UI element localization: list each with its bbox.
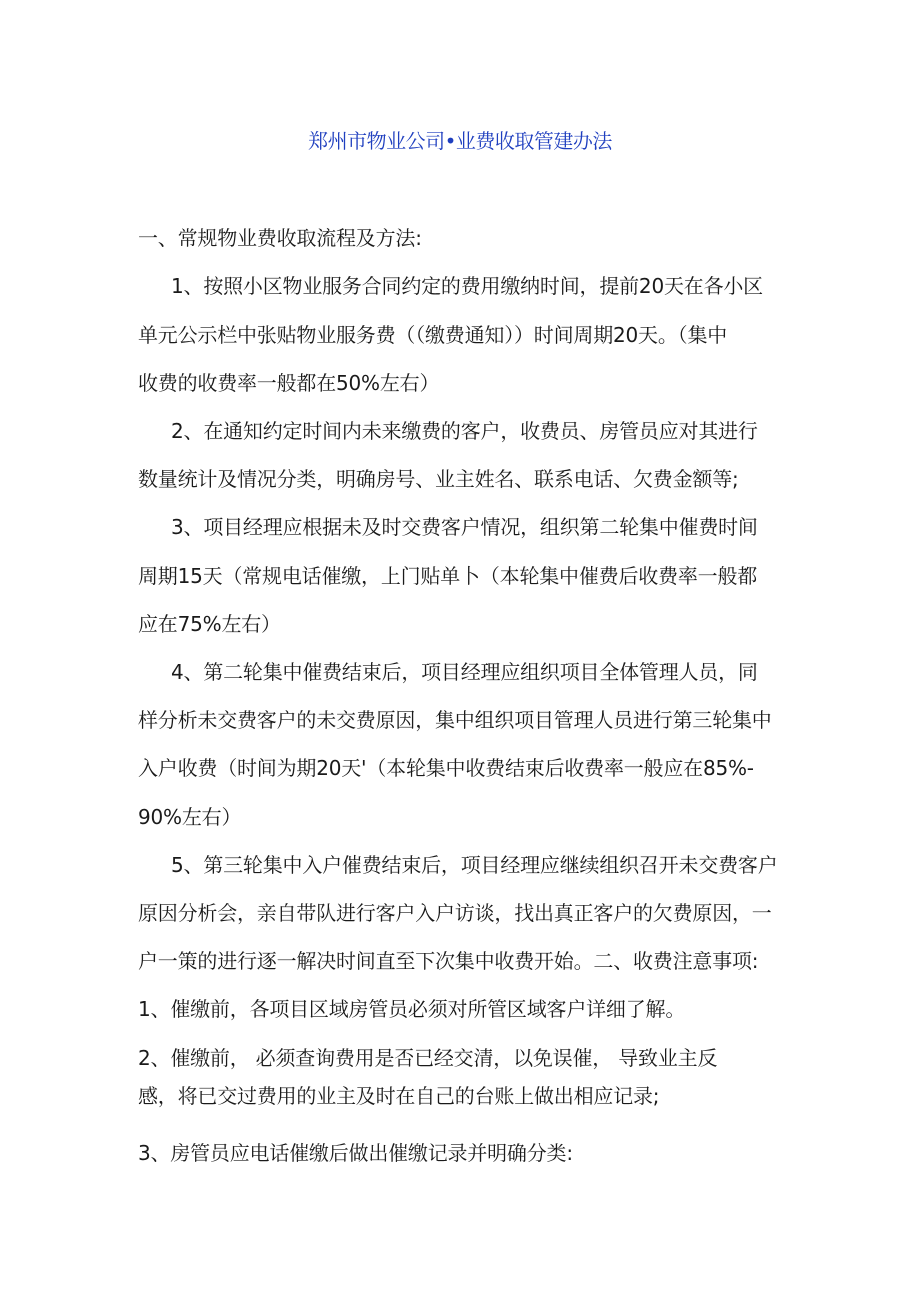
paragraph-5-line-1: 5、第三轮集中入户催费结束后，项目经理应继续组织召开未交费客户 [171, 853, 778, 877]
paragraph-4-line-4: 90%左右） [138, 805, 242, 829]
section-heading-1: 一、常规物业费收取流程及方法: [138, 226, 422, 250]
notice-item-2-line-2: 感，将已交过费用的业主及时在自己的台账上做出相应记录; [138, 1084, 660, 1108]
paragraph-2-line-1: 2、在通知约定时间内未来缴费的客户，收费员、房管员应对其进行 [171, 419, 758, 443]
paragraph-4-line-3: 入户收费（时间为期20天'（本轮集中收费结束后收费率一般应在85%- [138, 756, 754, 780]
paragraph-5-line-3: 户一策的进行逐一解决时间直至下次集中收费开始。二、收费注意事项: [138, 949, 759, 973]
document-title: 郑州市物业公司•业费收取管建办法 [308, 129, 612, 153]
paragraph-1-line-2: 单元公示栏中张贴物业服务费（（缴费通知））时间周期20天。（集中 [138, 323, 728, 347]
paragraph-1-line-1: 1、按照小区物业服务合同约定的费用缴纳时间，提前20天在各小区 [171, 274, 763, 298]
paragraph-2-line-2: 数量统计及情况分类，明确房号、业主姓名、联系电话、欠费金额等; [138, 467, 739, 491]
paragraph-4-line-2: 样分析未交费客户的未交费原因，集中组织项目管理人员进行第三轮集中 [138, 708, 772, 732]
paragraph-1-line-3: 收费的收费率一般都在50%左右） [138, 371, 440, 395]
paragraph-5-line-2: 原因分析会，亲自带队进行客户入户访谈，找出真正客户的欠费原因，一 [138, 901, 772, 925]
notice-item-1: 1、催缴前，各项目区域房管员必须对所管区域客户详细了解。 [138, 997, 686, 1021]
paragraph-3-line-1: 3、项目经理应根据未及时交费客户情况，组织第二轮集中催费时间 [171, 515, 758, 539]
paragraph-3-line-2: 周期15天（常规电话催缴，上门贴单卜（本轮集中催费后收费率一般都 [138, 564, 758, 588]
notice-item-2-line-1: 2、催缴前， 必须查询费用是否已经交清，以免误催， 导致业主反 [138, 1046, 718, 1070]
paragraph-3-line-3: 应在75%左右） [138, 612, 281, 636]
notice-item-3: 3、房管员应电话催缴后做出催缴记录并明确分类: [138, 1141, 573, 1165]
paragraph-4-line-1: 4、第二轮集中催费结束后，项目经理应组织项目全体管理人员，同 [171, 660, 758, 684]
